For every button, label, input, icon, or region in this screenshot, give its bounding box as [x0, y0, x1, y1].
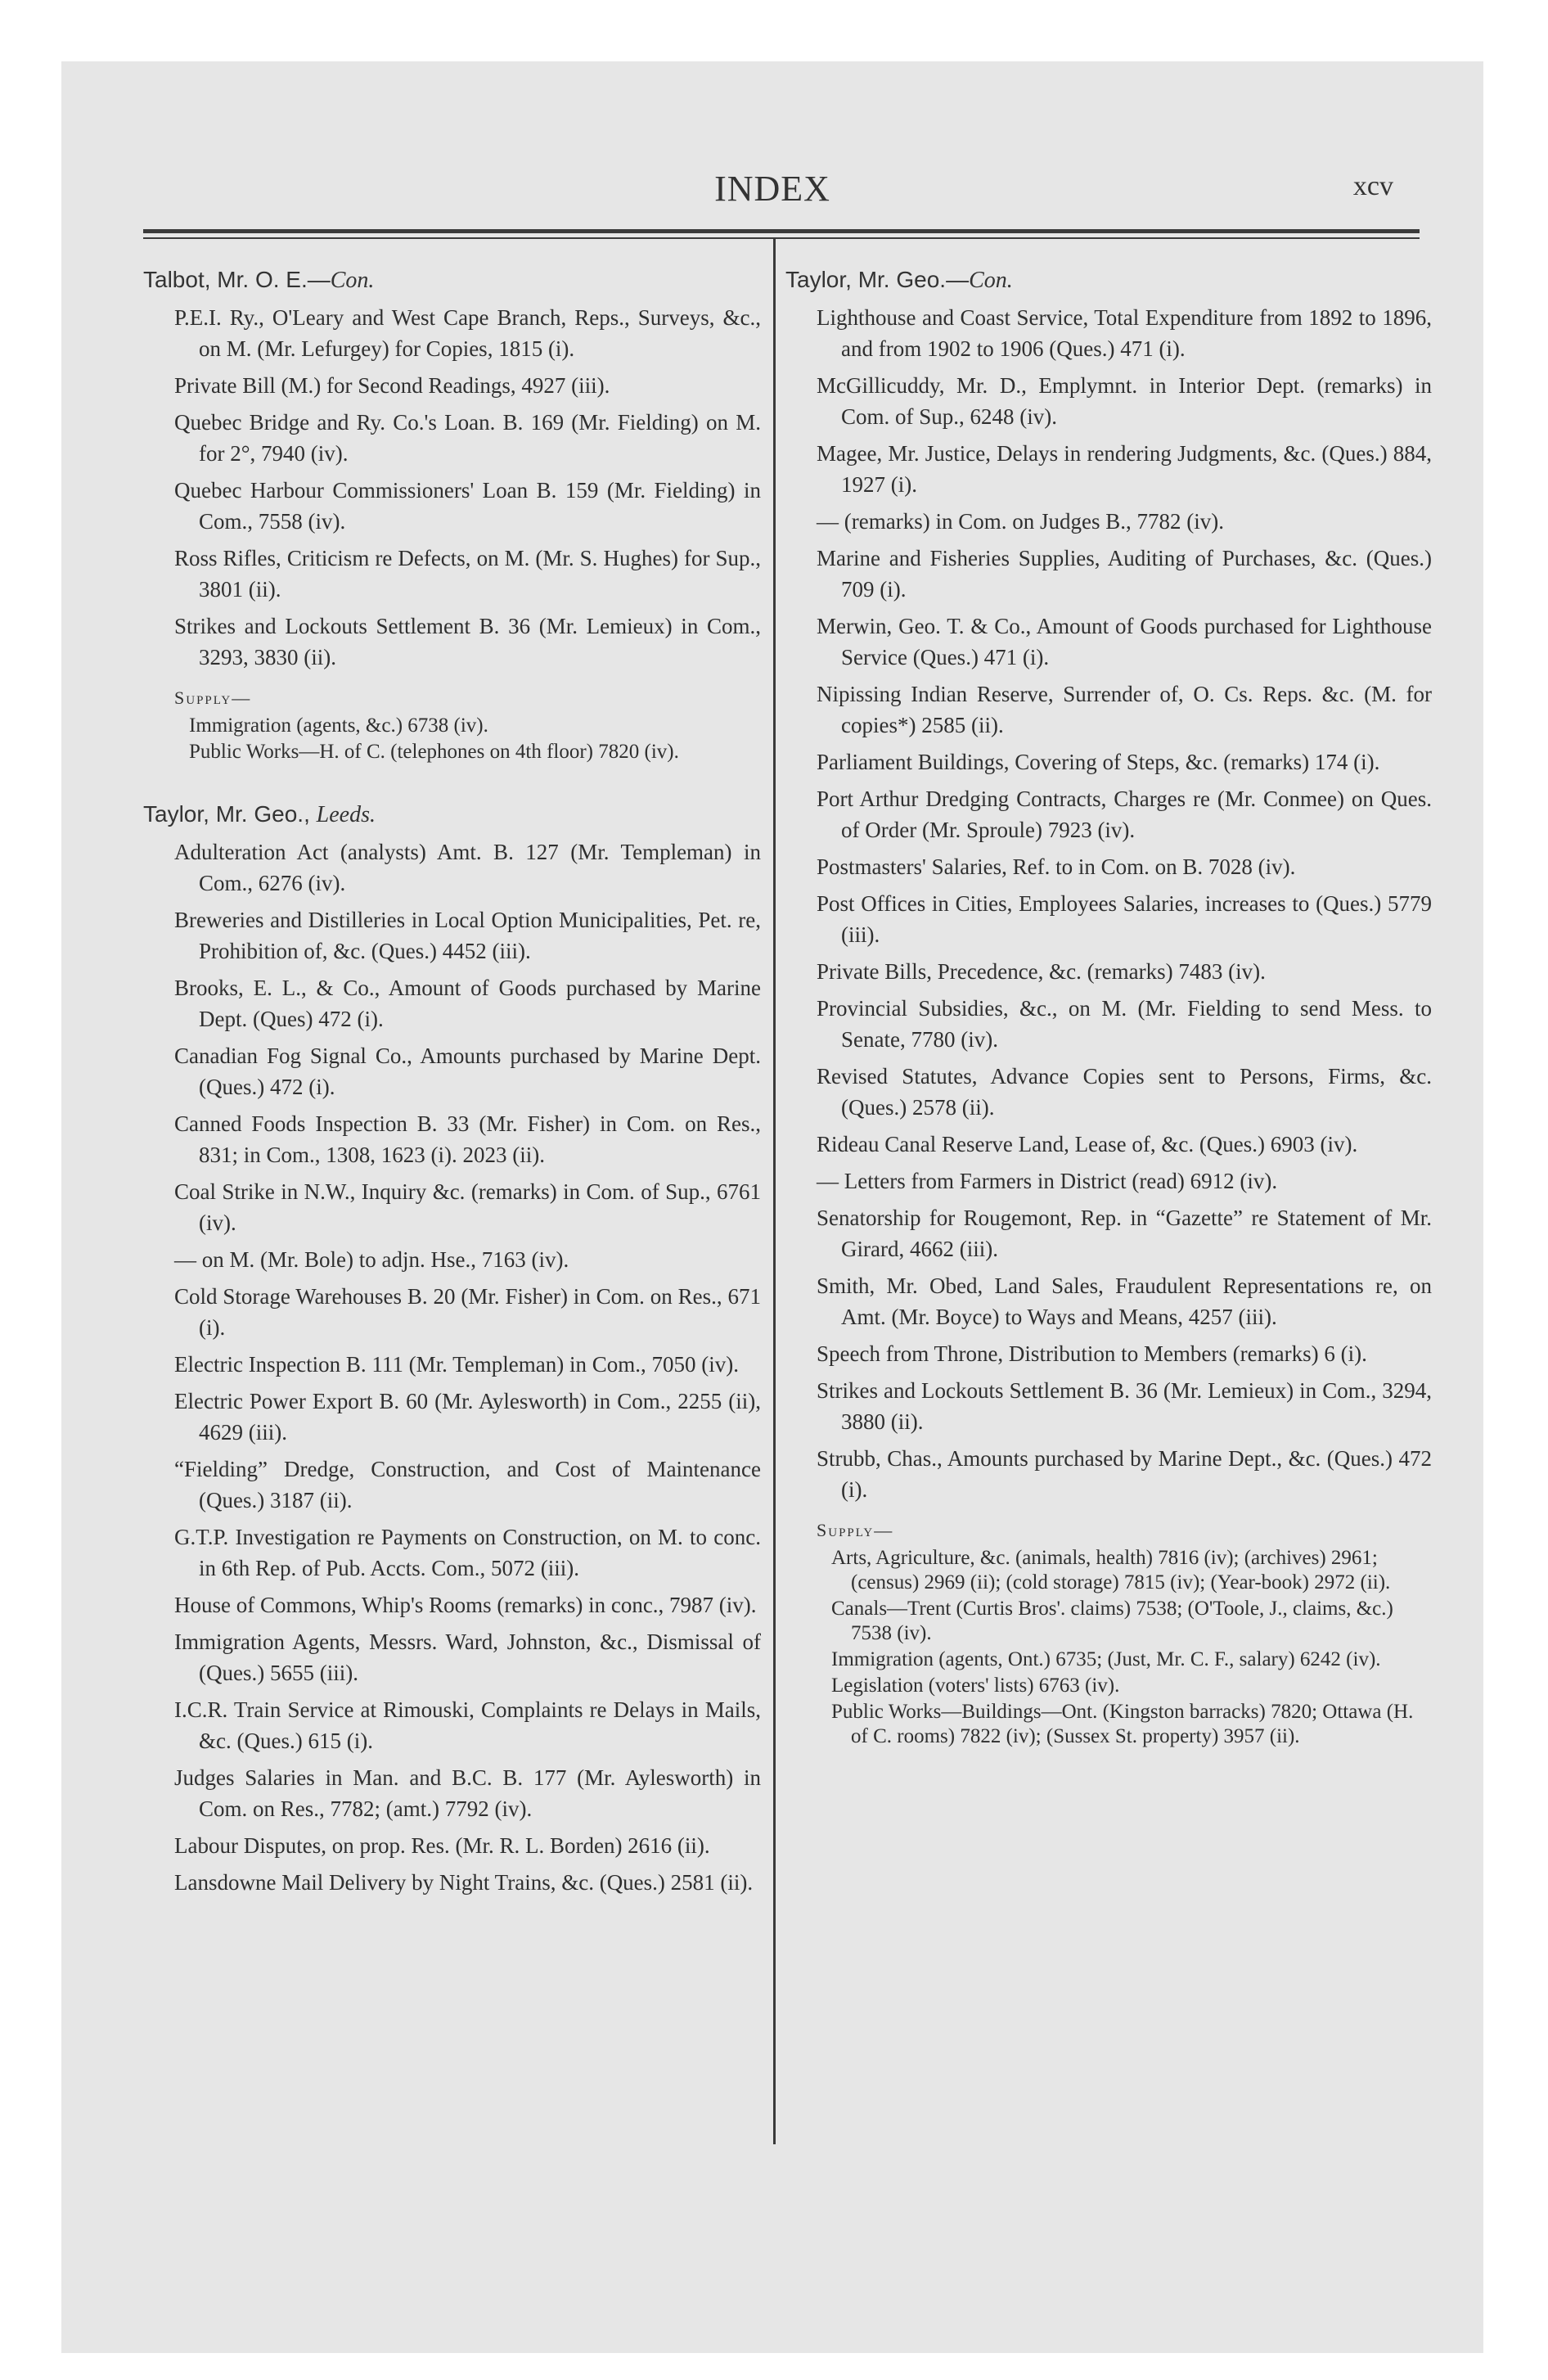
heading-suffix: Con.	[969, 268, 1013, 293]
header-rule-thin	[143, 237, 1420, 239]
supply-label: Supply—	[817, 1520, 894, 1540]
index-entry: “Fielding” Dredge, Construction, and Cost of Maintenance (Ques.) 3187 (ii).	[174, 1457, 761, 1512]
index-entry: Labour Disputes, on prop. Res. (Mr. R. L. Borden) 2616 (ii).	[174, 1833, 710, 1858]
index-entry: Adulteration Act (analysts) Amt. B. 127 (Mr. Templeman) in Com., 6276 (iv).	[174, 840, 761, 895]
index-entry: G.T.P. Investigation re Payments on Construction, on M. to conc. in 6th Rep. of Pub. Accts. Com., 5072 (iii).	[174, 1525, 761, 1580]
index-entry: Ross Rifles, Criticism re Defects, on M. (Mr. S. Hughes) for Sup., 3801 (ii).	[174, 546, 761, 602]
index-entry: Port Arthur Dredging Contracts, Charges re (Mr. Conmee) on Ques. of Order (Mr. Sproule) 7923 (iv).	[817, 787, 1432, 842]
index-entry: P.E.I. Ry., O'Leary and West Cape Branch, Reps., Surveys, &c., on M. (Mr. Lefurgey) for Copies, 1815 (i).	[174, 305, 761, 361]
index-heading	[785, 264, 1432, 296]
index-entry: Strikes and Lockouts Settlement B. 36 (Mr. Lemieux) in Com., 3294, 3880 (ii).	[817, 1378, 1432, 1434]
index-entry: Cold Storage Warehouses B. 20 (Mr. Fisher) in Com. on Res., 671 (i).	[174, 1284, 761, 1340]
index-entry: House of Commons, Whip's Rooms (remarks) in conc., 7987 (iv).	[174, 1593, 757, 1617]
index-entry: Electric Power Export B. 60 (Mr. Aylesworth) in Com., 2255 (ii), 4629 (iii).	[174, 1389, 761, 1445]
index-entry: McGillicuddy, Mr. D., Emplymnt. in Interior Dept. (remarks) in Com. of Sup., 6248 (iv).	[817, 373, 1432, 429]
index-entry: Senatorship for Rougemont, Rep. in “Gazette” re Statement of Mr. Girard, 4662 (iii).	[817, 1206, 1432, 1261]
heading-name: Taylor, Mr. Geo.,	[143, 801, 317, 827]
index-heading	[143, 799, 761, 831]
index-entry: Marine and Fisheries Supplies, Auditing of Purchases, &c. (Ques.) 709 (i).	[817, 546, 1432, 602]
index-entry: Magee, Mr. Justice, Delays in rendering Judgments, &c. (Ques.) 884, 1927 (i).	[817, 441, 1432, 497]
supply-item: Arts, Agriculture, &c. (animals, health) 7816 (iv); (archives) 2961; (census) 2969 (ii); (cold storage) 7815 (iv); (Year-book) 2972 (ii).	[831, 1547, 1391, 1593]
index-entry: Nipissing Indian Reserve, Surrender of, O. Cs. Reps. &c. (M. for copies*) 2585 (ii).	[817, 682, 1432, 737]
supply-item: Public Works—H. of C. (telephones on 4th floor) 7820 (iv).	[189, 741, 679, 763]
index-entry: Smith, Mr. Obed, Land Sales, Fraudulent Representations re, on Amt. (Mr. Boyce) to Ways and Means, 4257 (iii).	[817, 1273, 1432, 1329]
index-entry: Quebec Bridge and Ry. Co.'s Loan. B. 169 (Mr. Fielding) on M. for 2°, 7940 (iv).	[174, 410, 761, 466]
index-entry: Canned Foods Inspection B. 33 (Mr. Fisher) in Com. on Res., 831; in Com., 1308, 1623 (i). 2023 (ii).	[174, 1111, 761, 1167]
supply-label: Supply—	[174, 687, 252, 708]
index-entry: Strikes and Lockouts Settlement B. 36 (Mr. Lemieux) in Com., 3293, 3830 (ii).	[174, 614, 761, 669]
right-column	[785, 264, 1432, 1749]
index-entry: Provincial Subsidies, &c., on M. (Mr. Fielding to send Mess. to Senate, 7780 (iv).	[817, 996, 1432, 1052]
index-entry: Revised Statutes, Advance Copies sent to Persons, Firms, &c. (Ques.) 2578 (ii).	[817, 1064, 1432, 1120]
index-entry: Private Bill (M.) for Second Readings, 4927 (iii).	[174, 373, 610, 398]
index-entry: Judges Salaries in Man. and B.C. B. 177 (Mr. Aylesworth) in Com. on Res., 7782; (amt.) 7792 (iv).	[174, 1765, 761, 1821]
heading-suffix: Con.	[330, 268, 375, 293]
supply-item: Canals—Trent (Curtis Bros'. claims) 7538; (O'Toole, J., claims, &c.) 7538 (iv).	[831, 1598, 1393, 1644]
index-entry: — Letters from Farmers in District (read) 6912 (iv).	[817, 1169, 1278, 1193]
index-entry: Post Offices in Cities, Employees Salaries, increases to (Ques.) 5779 (iii).	[817, 891, 1432, 947]
index-entry: Rideau Canal Reserve Land, Lease of, &c. (Ques.) 6903 (iv).	[817, 1132, 1358, 1156]
heading-name: Talbot, Mr. O. E.—	[143, 267, 331, 292]
index-entry: — on M. (Mr. Bole) to adjn. Hse., 7163 (iv).	[174, 1247, 569, 1272]
heading-suffix: Leeds.	[316, 802, 376, 827]
index-entry: Breweries and Distilleries in Local Option Municipalities, Pet. re, Prohibition of, &c. (Ques.) 4452 (iii).	[174, 908, 761, 963]
index-heading	[143, 264, 761, 296]
index-entry: Lansdowne Mail Delivery by Night Trains, &c. (Ques.) 2581 (ii).	[174, 1870, 754, 1895]
index-entry: Lighthouse and Coast Service, Total Expenditure from 1892 to 1896, and from 1902 to 1906 (Ques.) 471 (i).	[817, 305, 1432, 361]
index-entry: Speech from Throne, Distribution to Members (remarks) 6 (i).	[817, 1341, 1367, 1366]
left-column	[143, 264, 761, 1898]
index-entry: I.C.R. Train Service at Rimouski, Complaints re Delays in Mails, &c. (Ques.) 615 (i).	[174, 1697, 761, 1753]
index-entry: Strubb, Chas., Amounts purchased by Marine Dept., &c. (Ques.) 472 (i).	[817, 1446, 1432, 1502]
index-entry: Electric Inspection B. 111 (Mr. Templeman) in Com., 7050 (iv).	[174, 1352, 739, 1377]
supply-item: Legislation (voters' lists) 6763 (iv).	[831, 1675, 1120, 1697]
heading-name: Taylor, Mr. Geo.—	[785, 267, 970, 292]
page-scan	[61, 61, 1483, 2353]
supply-item: Immigration (agents, Ont.) 6735; (Just, Mr. C. F., salary) 6242 (iv).	[831, 1648, 1381, 1670]
index-entry: — (remarks) in Com. on Judges B., 7782 (iv).	[817, 509, 1224, 534]
supply-item: Immigration (agents, &c.) 6738 (iv).	[189, 714, 488, 737]
index-entry: Brooks, E. L., & Co., Amount of Goods purchased by Marine Dept. (Ques) 472 (i).	[174, 976, 761, 1031]
header-rule-thick	[143, 229, 1420, 233]
index-entry: Merwin, Geo. T. & Co., Amount of Goods purchased for Lighthouse Service (Ques.) 471 (i).	[817, 614, 1432, 669]
index-entry: Postmasters' Salaries, Ref. to in Com. on B. 7028 (iv).	[817, 854, 1296, 879]
column-divider	[773, 237, 776, 2144]
supply-item: Public Works—Buildings—Ont. (Kingston barracks) 7820; Ottawa (H. of C. rooms) 7822 (iv); (Sussex St. property) 3957 (ii).	[831, 1701, 1414, 1747]
index-entry: Canadian Fog Signal Co., Amounts purchased by Marine Dept. (Ques.) 472 (i).	[174, 1044, 761, 1099]
index-entry: Private Bills, Precedence, &c. (remarks) 7483 (iv).	[817, 959, 1266, 984]
index-entry: Quebec Harbour Commissioners' Loan B. 159 (Mr. Fielding) in Com., 7558 (iv).	[174, 478, 761, 534]
index-entry: Coal Strike in N.W., Inquiry &c. (remarks) in Com. of Sup., 6761 (iv).	[174, 1179, 761, 1235]
page-title: INDEX	[714, 169, 830, 209]
index-entry: Parliament Buildings, Covering of Steps, &c. (remarks) 174 (i).	[817, 750, 1380, 774]
page-number: xcv	[1352, 171, 1393, 201]
index-entry: Immigration Agents, Messrs. Ward, Johnston, &c., Dismissal of (Ques.) 5655 (iii).	[174, 1629, 761, 1685]
